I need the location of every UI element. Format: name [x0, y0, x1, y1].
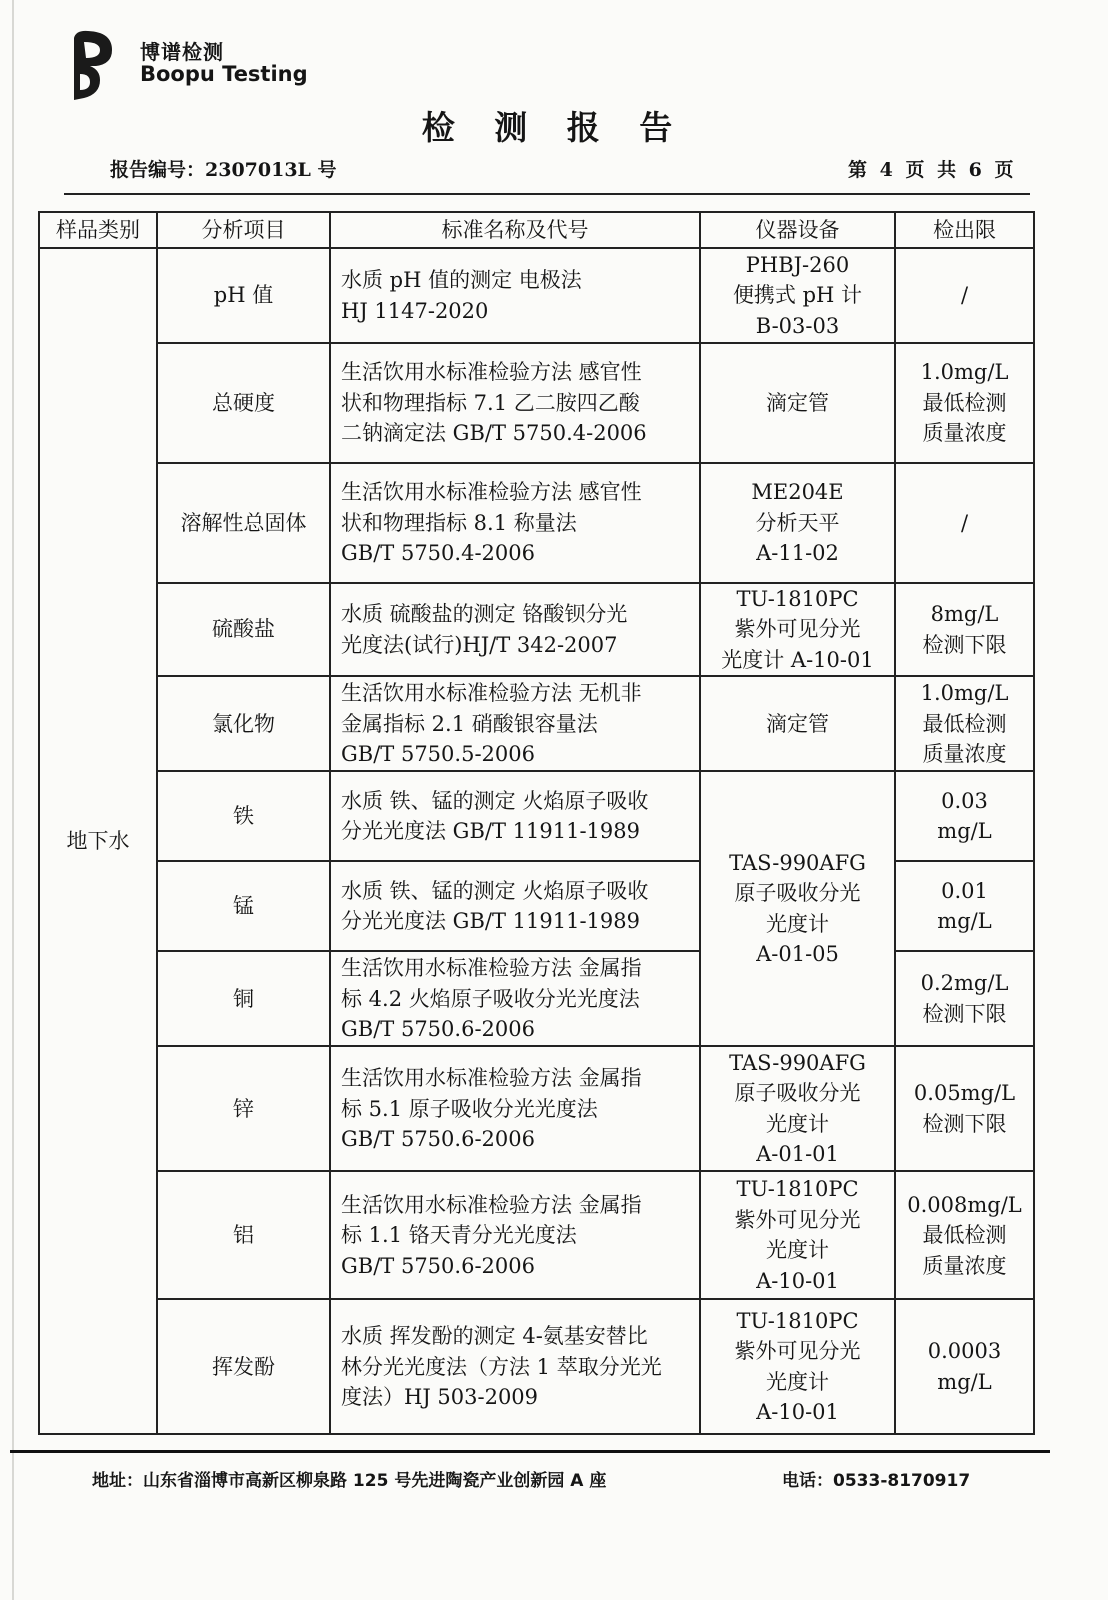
item-cell: 硫酸盐 [157, 583, 330, 676]
limit-cell: 0.0003 mg/L [895, 1299, 1034, 1434]
item-cell: 铁 [157, 771, 330, 861]
standard-cell: 生活饮用水标准检验方法 感官性 状和物理指标 7.1 乙二胺四乙酸 二钠滴定法 GB/T 5750.4-2006 [330, 343, 700, 463]
table-row [39, 771, 1034, 861]
limit-cell: 1.0mg/L 最低检测 质量浓度 [895, 343, 1034, 463]
limit-cell: 0.2mg/L 检测下限 [895, 951, 1034, 1046]
boopu-logo-icon [66, 28, 118, 102]
header-item: 分析项目 [157, 212, 330, 248]
page-number: 第 4 页 共 6 页 [848, 159, 1017, 181]
table-row [39, 463, 1034, 583]
header-sample-type: 样品类别 [39, 212, 157, 248]
item-cell: 氯化物 [157, 676, 330, 771]
brand-name-en: Boopu Testing [140, 62, 308, 86]
item-cell: pH 值 [157, 248, 330, 343]
item-cell: 锌 [157, 1046, 330, 1171]
footer-phone: 电话：0533-8170917 [782, 1471, 971, 1491]
table-header-row [39, 212, 1034, 248]
sample-type-cell: 地下水 [39, 248, 157, 1434]
test-methods-table [38, 211, 1035, 1435]
item-cell: 铜 [157, 951, 330, 1046]
item-cell: 铝 [157, 1171, 330, 1299]
header-limit: 检出限 [895, 212, 1034, 248]
standard-cell: 生活饮用水标准检验方法 金属指 标 5.1 原子吸收分光光度法 GB/T 5750.6-2006 [330, 1046, 700, 1171]
brand-name-cn: 博谱检测 [140, 40, 224, 64]
item-cell: 挥发酚 [157, 1299, 330, 1434]
limit-cell: 0.008mg/L 最低检测 质量浓度 [895, 1171, 1034, 1299]
report-number: 报告编号：2307013L 号 [110, 159, 337, 181]
instrument-cell: PHBJ-260 便携式 pH 计 B-03-03 [700, 248, 895, 343]
table-row [39, 583, 1034, 676]
limit-cell: 0.03 mg/L [895, 771, 1034, 861]
table-row [39, 676, 1034, 771]
header-standard: 标准名称及代号 [330, 212, 700, 248]
limit-cell: 8mg/L 检测下限 [895, 583, 1034, 676]
standard-cell: 生活饮用水标准检验方法 无机非 金属指标 2.1 硝酸银容量法 GB/T 5750.5-2006 [330, 676, 700, 771]
limit-cell: 0.05mg/L 检测下限 [895, 1046, 1034, 1171]
scan-edge [12, 0, 14, 1600]
shared-instrument-cell: TAS-990AFG 原子吸收分光 光度计 A-01-05 [700, 771, 895, 1046]
limit-cell: / [895, 463, 1034, 583]
standard-cell: 生活饮用水标准检验方法 感官性 状和物理指标 8.1 称量法 GB/T 5750.4-2006 [330, 463, 700, 583]
limit-cell: 1.0mg/L 最低检测 质量浓度 [895, 676, 1034, 771]
instrument-cell: TAS-990AFG 原子吸收分光 光度计 A-01-01 [700, 1046, 895, 1171]
table-row [39, 343, 1034, 463]
report-title: 检 测 报 告 [421, 108, 687, 147]
table-row [39, 1046, 1034, 1171]
standard-cell: 水质 硫酸盐的测定 铬酸钡分光 光度法(试行)HJ/T 342-2007 [330, 583, 700, 676]
limit-cell: / [895, 248, 1034, 343]
header-divider [64, 193, 1030, 195]
instrument-cell: TU-1810PC 紫外可见分光 光度计 A-10-01 [700, 1299, 895, 1434]
item-cell: 总硬度 [157, 343, 330, 463]
footer-address: 地址：山东省淄博市高新区柳泉路 125 号先进陶瓷产业创新园 A 座 [92, 1471, 607, 1491]
standard-cell: 水质 挥发酚的测定 4-氨基安替比 林分光光度法（方法 1 萃取分光光 度法）HJ 503-2009 [330, 1299, 700, 1434]
table-row [39, 1299, 1034, 1434]
table-row [39, 248, 1034, 343]
standard-cell: 生活饮用水标准检验方法 金属指 标 1.1 铬天青分光光度法 GB/T 5750.6-2006 [330, 1171, 700, 1299]
instrument-cell: TU-1810PC 紫外可见分光 光度计 A-10-01 [700, 583, 895, 676]
table-row [39, 1171, 1034, 1299]
instrument-cell: 滴定管 [700, 676, 895, 771]
standard-cell: 水质 铁、锰的测定 火焰原子吸收 分光光度法 GB/T 11911-1989 [330, 771, 700, 861]
item-cell: 溶解性总固体 [157, 463, 330, 583]
footer-divider [10, 1450, 1050, 1453]
limit-cell: 0.01 mg/L [895, 861, 1034, 951]
instrument-cell: ME204E 分析天平 A-11-02 [700, 463, 895, 583]
instrument-cell: 滴定管 [700, 343, 895, 463]
standard-cell: 水质 pH 值的测定 电极法 HJ 1147-2020 [330, 248, 700, 343]
instrument-cell: TU-1810PC 紫外可见分光 光度计 A-10-01 [700, 1171, 895, 1299]
item-cell: 锰 [157, 861, 330, 951]
standard-cell: 生活饮用水标准检验方法 金属指 标 4.2 火焰原子吸收分光光度法 GB/T 5750.6-2006 [330, 951, 700, 1046]
header-instrument: 仪器设备 [700, 212, 895, 248]
standard-cell: 水质 铁、锰的测定 火焰原子吸收 分光光度法 GB/T 11911-1989 [330, 861, 700, 951]
